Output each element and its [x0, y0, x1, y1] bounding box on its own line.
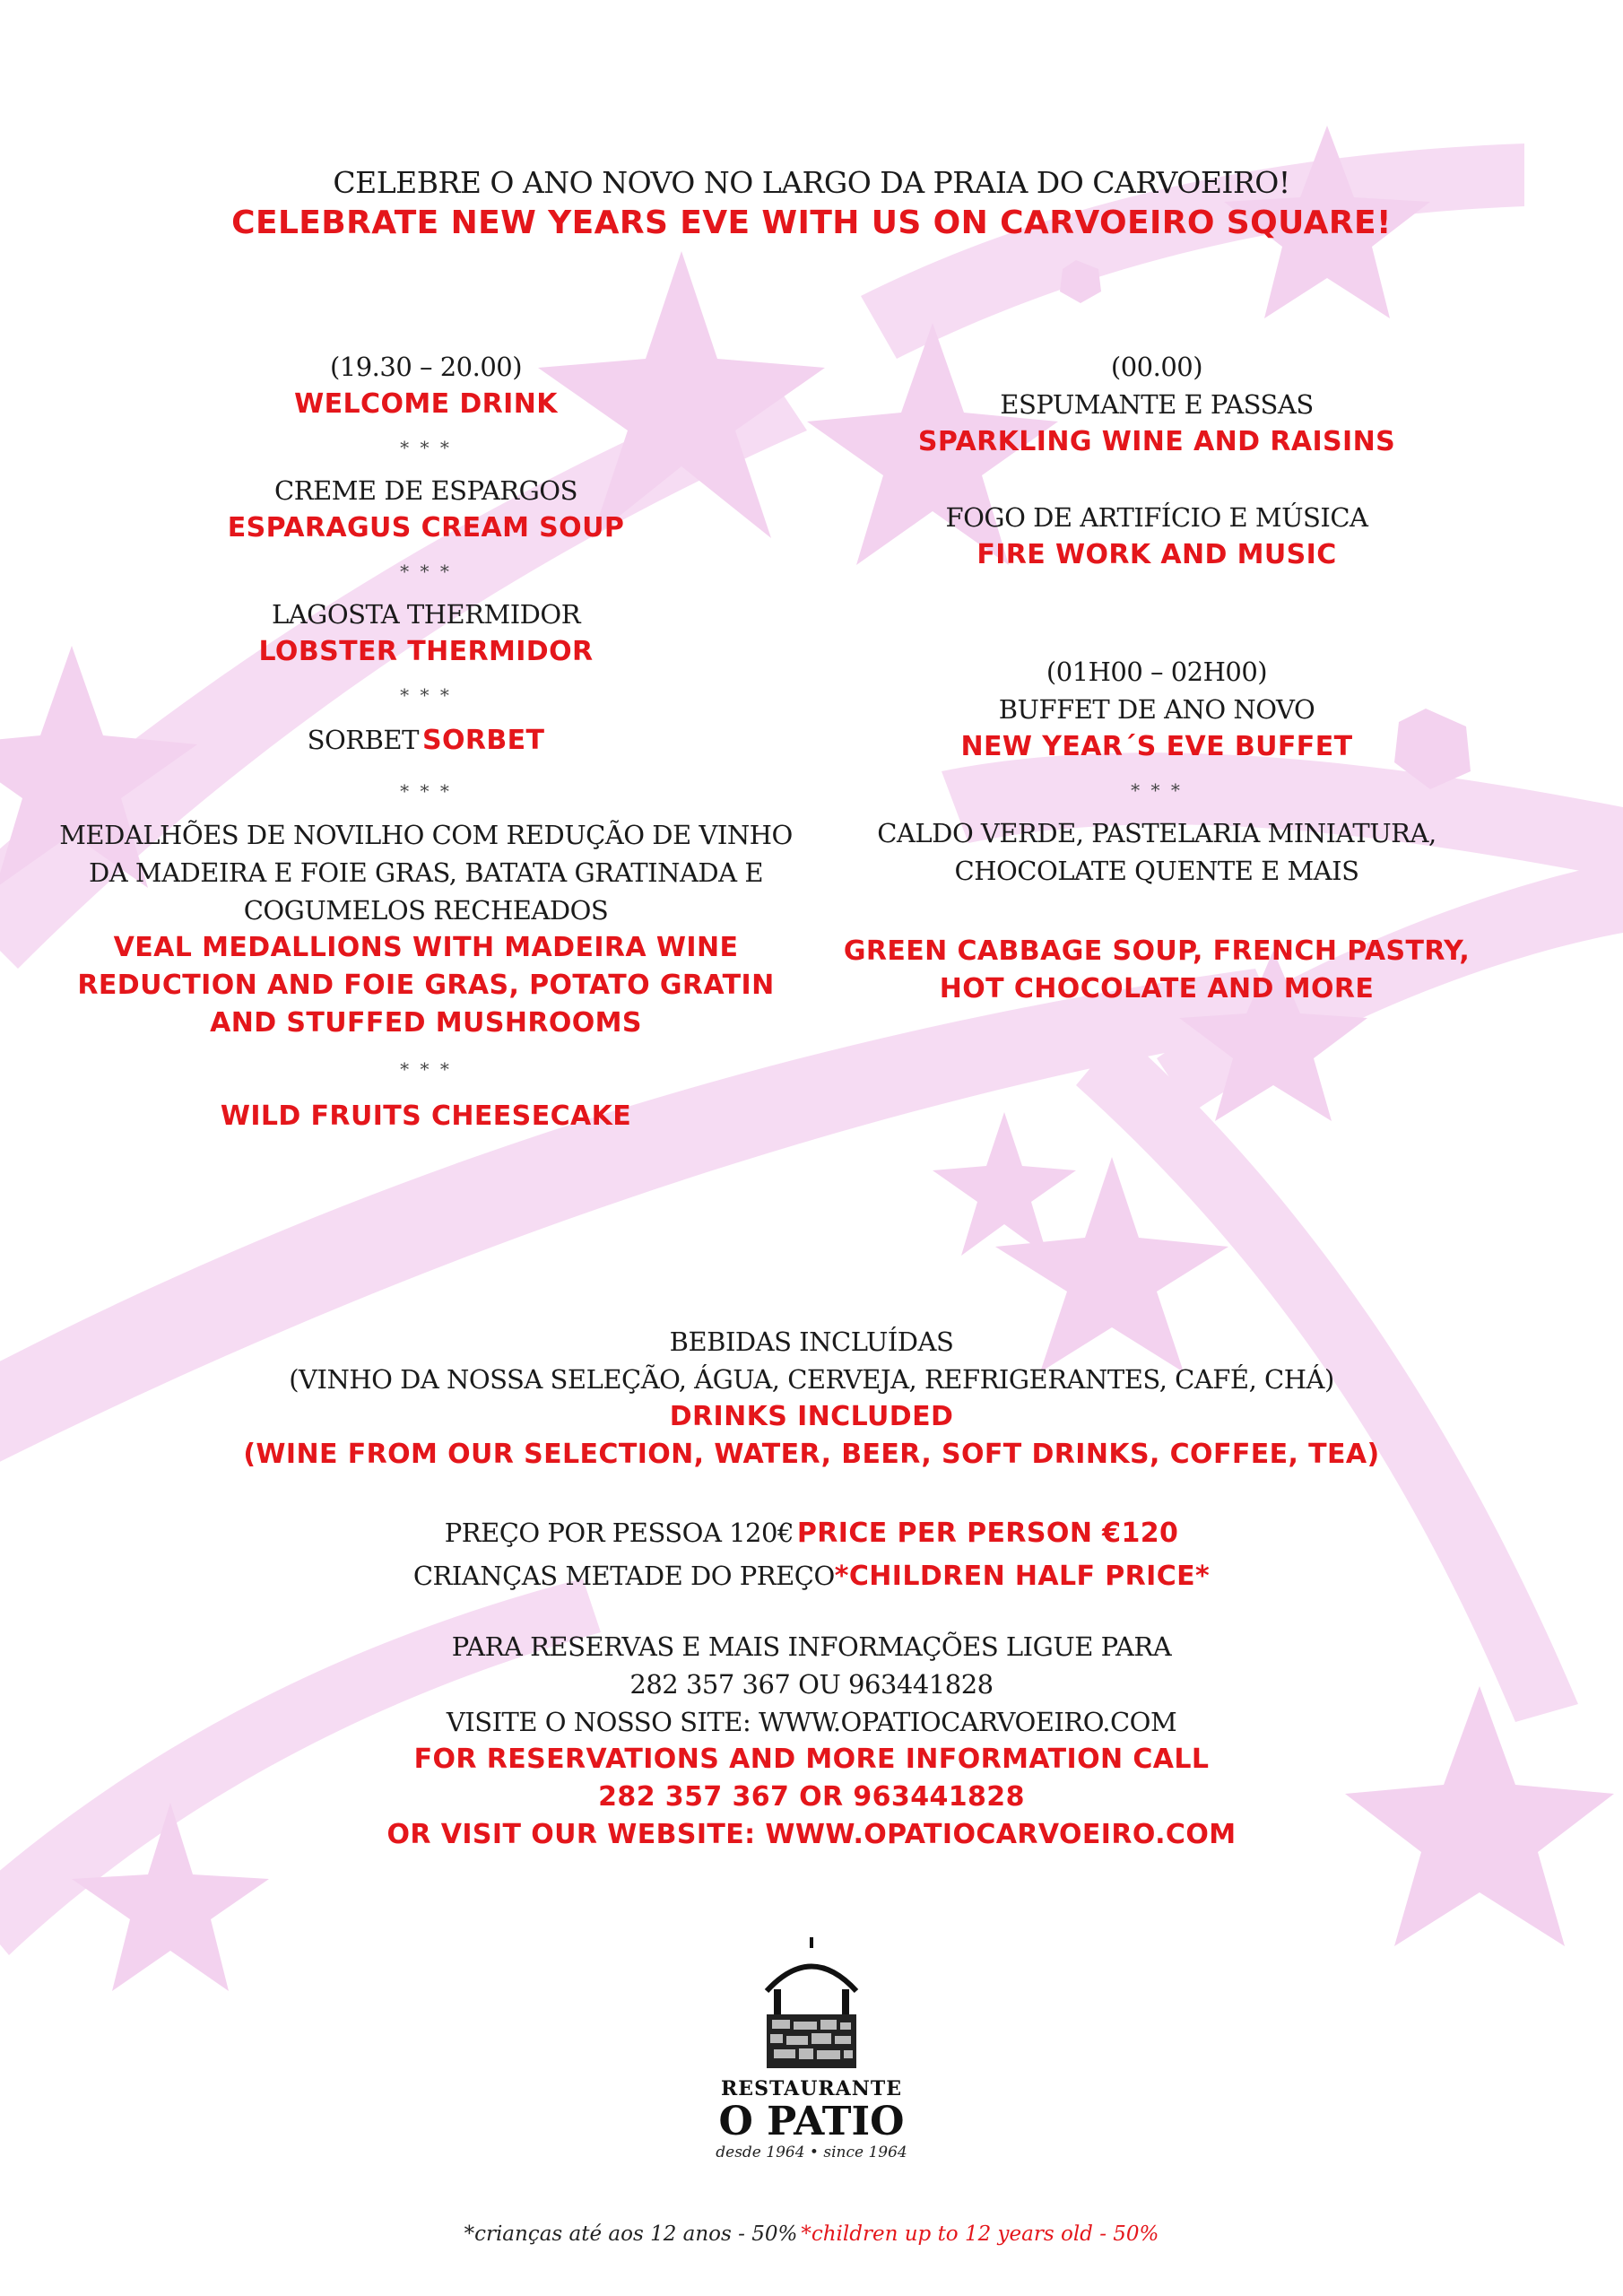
logo-since: desde 1964 • since 1964	[716, 2144, 907, 2161]
separator: * * *	[400, 437, 452, 458]
logo-restaurante: RESTAURANTE	[721, 2077, 902, 2100]
soup-en: ESPARAGUS CREAM SOUP	[227, 512, 625, 544]
veal-pt-line: MEDALHÕES DE NOVILHO COM REDUÇÃO DE VINHO	[59, 820, 793, 850]
separator: * * *	[400, 780, 452, 802]
footnote-pt: *crianças até aos 12 anos - 50%	[464, 2222, 798, 2246]
buffet-items-pt-line: CHOCOLATE QUENTE E MAIS	[954, 856, 1359, 886]
restaurant-logo	[677, 1937, 946, 2161]
header	[0, 163, 1623, 244]
sparkling-pt: ESPUMANTE E PASSAS	[1000, 389, 1314, 420]
reserve-en: FOR RESERVATIONS AND MORE INFORMATION CALL	[413, 1744, 1210, 1775]
buffet-pt: BUFFET DE ANO NOVO	[998, 694, 1315, 725]
well-icon	[758, 1937, 865, 2072]
separator: * * *	[400, 684, 452, 706]
drinks-section	[0, 1323, 1623, 1474]
veal-en-line: VEAL MEDALLIONS WITH MADEIRA WINE	[113, 932, 739, 963]
sorbet-pt: SORBET	[307, 725, 419, 755]
children-line	[0, 1557, 1623, 1600]
title-portuguese: CELEBRE O ANO NOVO NO LARGO DA PRAIA DO CARVOEIRO!	[333, 165, 1290, 200]
buffet-items-pt-line: CALDO VERDE, PASTELARIA MINIATURA,	[877, 818, 1436, 848]
reserve-pt: PARA RESERVAS E MAIS INFORMAÇÕES LIGUE PARA	[451, 1631, 1172, 1662]
veal-pt-line: COGUMELOS RECHEADOS	[243, 895, 609, 926]
separator: * * *	[400, 561, 452, 582]
website-en: OR VISIT OUR WEBSITE: WWW.OPATIOCARVOEIRO.COM	[386, 1819, 1237, 1850]
buffet-items-en-line: GREEN CABBAGE SOUP, FRENCH PASTRY,	[843, 935, 1471, 967]
footnote	[0, 2222, 1623, 2246]
welcome-drink: WELCOME DRINK	[294, 388, 558, 420]
children-en: *CHILDREN HALF PRICE*	[834, 1561, 1211, 1592]
price-section	[0, 1514, 1623, 1600]
buffet-time: (01H00 – 02H00)	[1046, 657, 1268, 687]
dinner-time: (19.30 – 20.00)	[329, 352, 523, 382]
drinks-title-en: DRINKS INCLUDED	[669, 1401, 954, 1432]
veal-en-line: AND STUFFED MUSHROOMS	[210, 1007, 642, 1039]
sparkling-en: SPARKLING WINE AND RAISINS	[917, 426, 1396, 457]
sorbet-en: SORBET	[421, 725, 545, 756]
spacer	[807, 574, 1506, 653]
phones-pt: 282 357 367 OU 963441828	[629, 1669, 994, 1700]
dinner-menu-column	[36, 348, 816, 1137]
website-pt: VISITE O NOSSO SITE: WWW.OPATIOCARVOEIRO.COM	[446, 1707, 1177, 1737]
midnight-time: (00.00)	[1110, 352, 1203, 382]
dessert-en: WILD FRUITS CHEESECAKE	[220, 1100, 632, 1132]
separator: * * *	[1131, 779, 1183, 801]
sorbet-line	[36, 719, 816, 766]
separator: * * *	[400, 1058, 452, 1080]
contact-section	[0, 1628, 1623, 1854]
children-pt: CRIANÇAS METADE DO PREÇO	[412, 1561, 835, 1591]
price-pt: PREÇO POR PESSOA 120€	[444, 1518, 794, 1548]
fireworks-en: FIRE WORK AND MUSIC	[976, 539, 1337, 570]
veal-en-line: REDUCTION AND FOIE GRAS, POTATO GRATIN	[77, 970, 775, 1001]
lobster-pt: LAGOSTA THERMIDOR	[271, 599, 581, 630]
fireworks-pt: FOGO DE ARTIFÍCIO E MÚSICA	[945, 502, 1368, 533]
spacer	[807, 890, 1506, 933]
phones-en: 282 357 367 OR 963441828	[598, 1781, 1025, 1813]
midnight-column	[807, 348, 1506, 1008]
buffet-items-en-line: HOT CHOCOLATE AND MORE	[939, 973, 1375, 1004]
price-en: PRICE PER PERSON €120	[796, 1518, 1179, 1549]
lobster-en: LOBSTER THERMIDOR	[258, 636, 594, 667]
title-english: CELEBRATE NEW YEARS EVE WITH US ON CARVOEIRO SQUARE!	[231, 204, 1392, 241]
footnote-en: *children up to 12 years old - 50%	[801, 2222, 1159, 2246]
veal-pt-line: DA MADEIRA E FOIE GRAS, BATATA GRATINADA E	[88, 857, 764, 888]
price-line	[0, 1514, 1623, 1557]
drinks-list-pt: (VINHO DA NOSSA SELEÇÃO, ÁGUA, CERVEJA, REFRIGERANTES, CAFÉ, CHÁ)	[289, 1364, 1334, 1395]
soup-pt: CREME DE ESPARGOS	[274, 475, 577, 506]
spacer	[807, 461, 1506, 499]
drinks-list-en: (WINE FROM OUR SELECTION, WATER, BEER, SOFT DRINKS, COFFEE, TEA)	[243, 1439, 1380, 1470]
buffet-en: NEW YEAR´S EVE BUFFET	[960, 731, 1353, 762]
logo-name: O PATIO	[718, 2099, 905, 2144]
drinks-title-pt: BEBIDAS INCLUÍDAS	[669, 1326, 954, 1357]
